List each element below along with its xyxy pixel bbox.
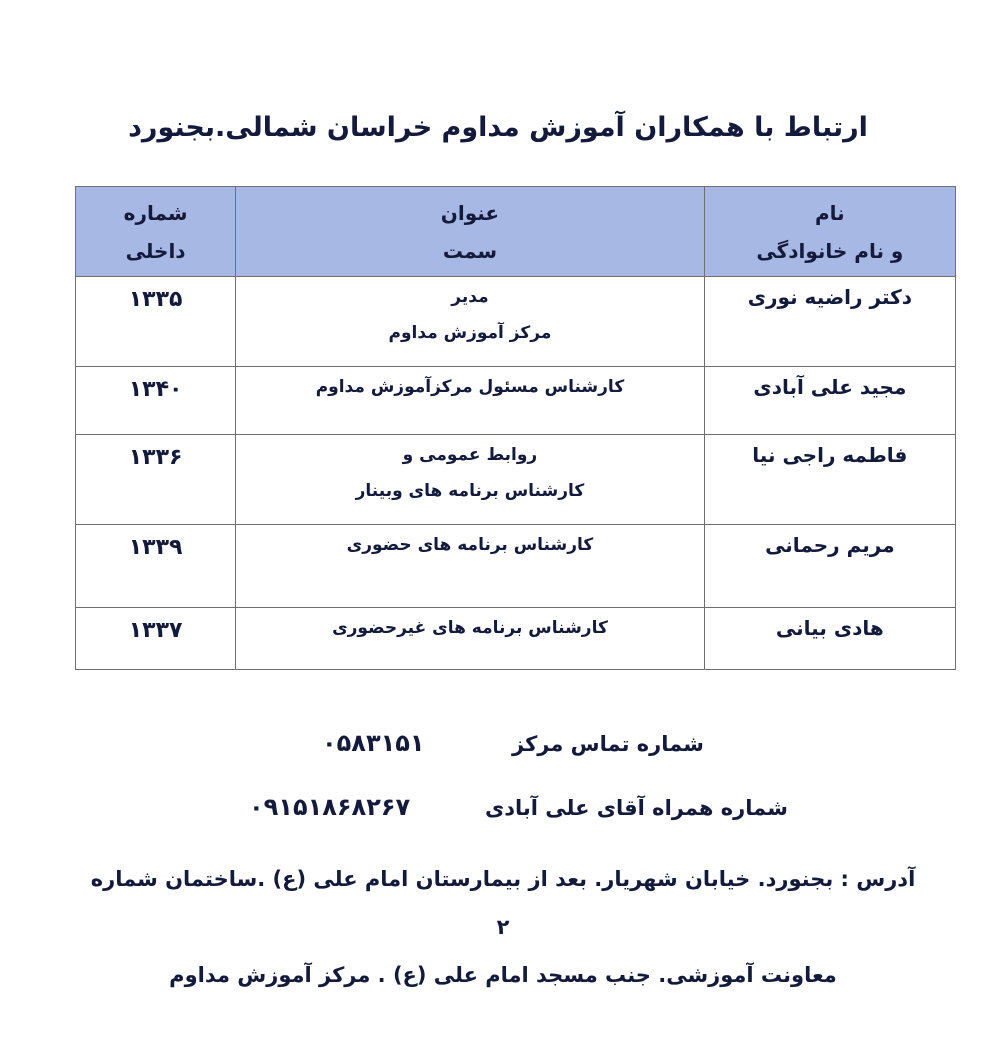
row-title-line1: روابط عمومی و: [402, 445, 538, 465]
row-extension: ۱۳۳۶: [76, 435, 236, 525]
center-phone-number: ۰۵۸۳۱۵۱: [322, 729, 425, 757]
table-row: [76, 525, 956, 608]
header-title: [236, 187, 705, 277]
staff-contact-table: [75, 186, 956, 670]
row-title-line1: کارشناس برنامه های حضوری: [346, 535, 594, 555]
row-extension: ۱۳۴۰: [76, 367, 236, 435]
header-ext-line2: داخلی: [125, 238, 186, 263]
table-row: [76, 367, 956, 435]
row-title: [236, 367, 705, 435]
table-row: [76, 435, 956, 525]
row-title-line1: کارشناس مسئول مرکزآموزش مداوم: [315, 377, 625, 397]
row-name: هادی بیانی: [704, 608, 955, 670]
row-extension: ۱۳۳۵: [76, 277, 236, 367]
header-title-line1: عنوان: [440, 200, 500, 225]
header-name: [704, 187, 955, 277]
row-title-line2: مرکز آموزش مداوم: [388, 323, 552, 343]
page-title: ارتباط با همکاران آموزش مداوم خراسان شمالی.بجنورد: [128, 112, 868, 143]
center-phone-line: [0, 727, 996, 767]
header-extension: [76, 187, 236, 277]
address-line2: معاونت آموزشی. جنب مسجد امام علی (ع) . مرکز آموزش مداوم: [169, 963, 837, 987]
mobile-phone-label: شماره همراه آقای علی آبادی: [485, 796, 788, 820]
row-extension: ۱۳۳۹: [76, 525, 236, 608]
mobile-phone-line: [0, 791, 996, 831]
table-row: [76, 608, 956, 670]
row-title-line1: کارشناس برنامه های غیرحضوری: [332, 618, 608, 638]
row-extension: ۱۳۳۷: [76, 608, 236, 670]
table-header-row: [76, 187, 956, 277]
row-title: [236, 435, 705, 525]
row-title-line2: کارشناس برنامه های وبینار: [355, 481, 585, 501]
row-title: [236, 277, 705, 367]
mobile-phone-number: ۰۹۱۵۱۸۶۸۲۶۷: [249, 793, 411, 821]
table-row: [76, 277, 956, 367]
row-title: [236, 525, 705, 608]
header-ext-line1: شماره: [123, 200, 188, 225]
row-name: مریم رحمانی: [704, 525, 955, 608]
address-line1: آدرس : بجنورد. خیابان شهریار. بعد از بیمارستان امام علی (ع) .ساختمان شماره ۲: [90, 867, 916, 939]
address-block: [90, 855, 916, 999]
row-name: دکتر راضیه نوری: [704, 277, 955, 367]
center-phone-label: شماره تماس مرکز: [512, 732, 704, 756]
row-title: [236, 608, 705, 670]
header-title-line2: سمت: [442, 238, 498, 263]
header-name-line2: و نام خانوادگی: [756, 238, 904, 263]
row-name: مجید علی آبادی: [704, 367, 955, 435]
row-name: فاطمه راجی نیا: [704, 435, 955, 525]
row-title-line1: مدیر: [451, 287, 489, 307]
header-name-line1: نام: [815, 200, 845, 225]
